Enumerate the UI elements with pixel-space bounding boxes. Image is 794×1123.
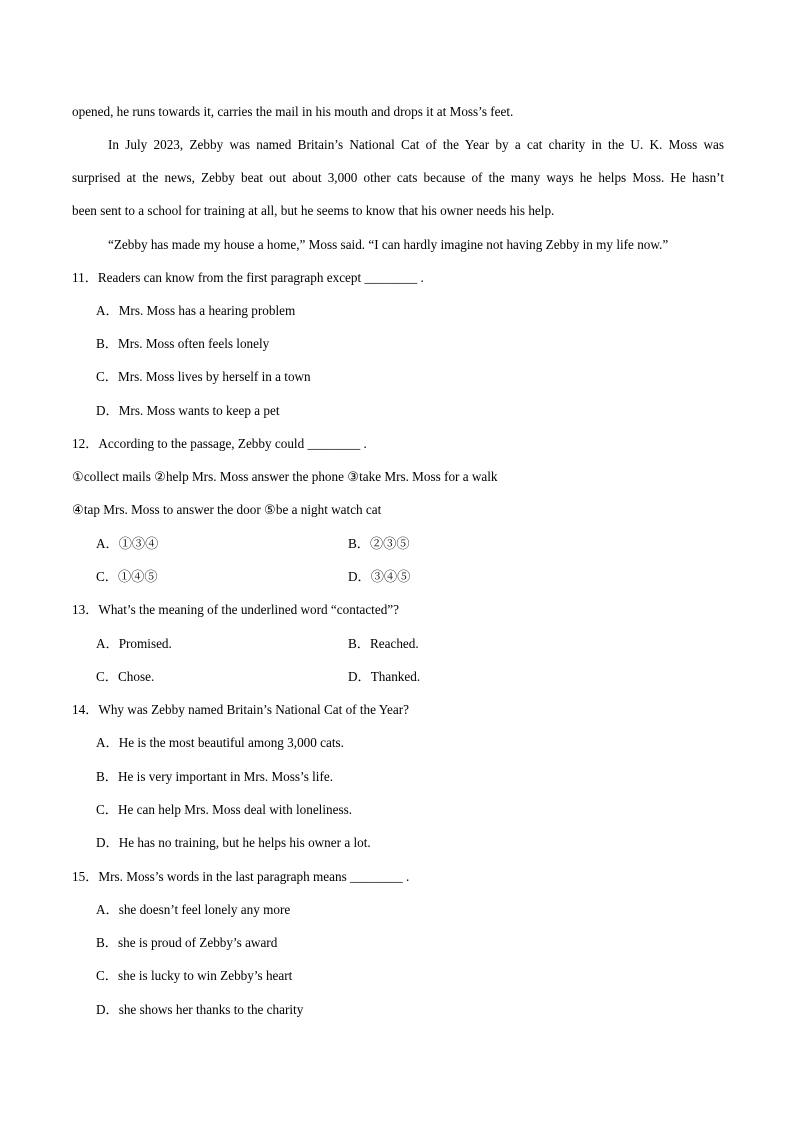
passage-line: opened, he runs towards it, carries the mail in his mouth and drops it at Moss’s feet. [72, 104, 514, 119]
option-d[interactable]: D．③④⑤ [348, 569, 411, 584]
option-c[interactable]: C．she is lucky to win Zebby’s heart [96, 968, 293, 983]
passage-line: been sent to a school for training at all, but he seems to know that his owner needs his help. [72, 203, 555, 218]
option-c[interactable]: C．Chose. [96, 669, 155, 684]
choices-line: ④tap Mrs. Moss to answer the door ⑤be a night watch cat [72, 502, 382, 517]
option-d[interactable]: D．He has no training, but he helps his owner a lot. [96, 835, 371, 850]
option-a[interactable]: A．He is the most beautiful among 3,000 cats. [96, 735, 344, 750]
option-b[interactable]: B．Mrs. Moss often feels lonely [96, 336, 270, 351]
passage-line: In July 2023, Zebby was named Britain’s National Cat of the Year by a cat charity in the U. K. Moss was [108, 137, 724, 152]
question-stem: 12．According to the passage, Zebby could ________ . [72, 436, 367, 451]
option-a[interactable]: A．Mrs. Moss has a hearing problem [96, 303, 296, 318]
choices-line: ①collect mails ②help Mrs. Moss answer the phone ③take Mrs. Moss for a walk [72, 469, 498, 484]
question-stem: 13．What’s the meaning of the underlined word “contacted”? [72, 602, 400, 617]
option-d[interactable]: D．Mrs. Moss wants to keep a pet [96, 403, 280, 418]
passage-line: surprised at the news, Zebby beat out about 3,000 other cats because of the many ways he helps Moss. He hasn’t [72, 170, 724, 185]
option-b[interactable]: B．He is very important in Mrs. Moss’s life. [96, 769, 333, 784]
passage-line: “Zebby has made my house a home,” Moss said. “I can hardly imagine not having Zebby in my life now.” [108, 237, 669, 252]
option-a[interactable]: A．Promised. [96, 636, 172, 651]
question-stem: 15．Mrs. Moss’s words in the last paragraph means ________ . [72, 869, 410, 884]
option-c[interactable]: C．①④⑤ [96, 569, 158, 584]
option-b[interactable]: B．②③⑤ [348, 536, 410, 551]
option-a[interactable]: A．①③④ [96, 536, 159, 551]
option-b[interactable]: B．she is proud of Zebby’s award [96, 935, 278, 950]
option-c[interactable]: C．He can help Mrs. Moss deal with loneliness. [96, 802, 353, 817]
option-d[interactable]: D．Thanked. [348, 669, 421, 684]
option-a[interactable]: A．she doesn’t feel lonely any more [96, 902, 291, 917]
option-b[interactable]: B．Reached. [348, 636, 419, 651]
option-c[interactable]: C．Mrs. Moss lives by herself in a town [96, 369, 311, 384]
question-stem: 14．Why was Zebby named Britain’s National Cat of the Year? [72, 702, 409, 717]
option-d[interactable]: D．she shows her thanks to the charity [96, 1002, 304, 1017]
question-stem: 11．Readers can know from the first paragraph except ________ . [72, 270, 424, 285]
